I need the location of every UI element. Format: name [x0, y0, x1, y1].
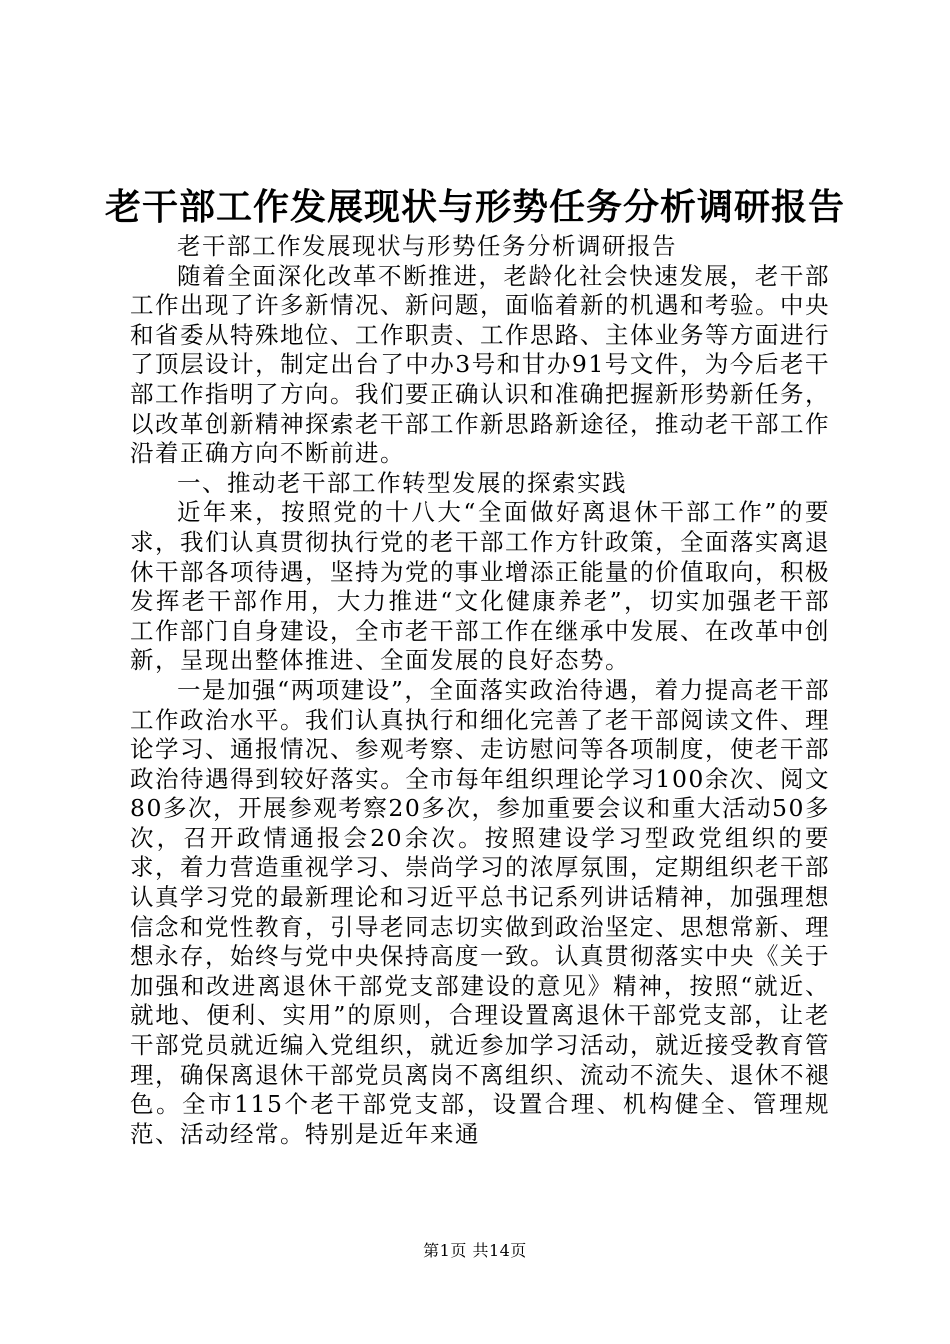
body-paragraph: 近年来，按照党的十八大“全面做好离退休干部工作”的要求，我们认真贯彻执行党的老干部工作方针政策，全面落实离退休干部各项待遇，坚持为党的事业增添正能量的价值取向，积极发挥老干部作用，大力推进“文化健康养老”，切实加强老干部工作部门自身建设，全市老干部工作在继承中发展、在改革中创新，呈现出整体推进、全面发展的良好态势。 [130, 498, 830, 675]
page-number-footer: 第1页 共14页 [423, 1241, 527, 1260]
subtitle-paragraph: 老干部工作发展现状与形势任务分析调研报告 [177, 232, 677, 260]
document-title: 老干部工作发展现状与形势任务分析调研报告 [104, 186, 845, 228]
intro-paragraph: 随着全面深化改革不断推进，老龄化社会快速发展，老干部工作出现了许多新情况、新问题，面临着新的机遇和考验。中央和省委从特殊地位、工作职责、工作思路、主体业务等方面进行了顶层设计，制定出台了中办3号和甘办91号文件，为今后老干部工作指明了方向。我们要正确认识和准确把握新形势新任务，以改革创新精神探索老干部工作新思路新途径，推动老干部工作沿着正确方向不断前进。 [130, 261, 830, 468]
section-heading: 一、推动老干部工作转型发展的探索实践 [177, 468, 627, 497]
body-paragraph: 一是加强“两项建设”，全面落实政治待遇，着力提高老干部工作政治水平。我们认真执行和细化完善了老干部阅读文件、理论学习、通报情况、参观考察、走访慰问等各项制度，使老干部政治待遇得到较好落实。全市每年组织理论学习100余次、阅文80多次，开展参观考察20多次，参加重要会议和重大活动50多次，召开政情通报会20余次。按照建设学习型政党组织的要求，着力营造重视学习、崇尚学习的浓厚氛围，定期组织老干部认真学习党的最新理论和习近平总书记系列讲话精神，加强理想信念和党性教育，引导老同志切实做到政治坚定、思想常新、理想永存，始终与党中央保持高度一致。认真贯彻落实中央《关于加强和改进离退休干部党支部建设的意见》精神，按照“就近、就地、便利、实用”的原则，合理设置离退休干部党支部，让老干部党员就近编入党组织，就近参加学习活动，就近接受教育管理，确保离退休干部党员离岗不离组织、流动不流失、退休不褪色。全市115个老干部党支部，设置合理、机构健全、管理规范、活动经常。特别是近年来通 [130, 675, 830, 1148]
document-body [130, 232, 830, 1149]
